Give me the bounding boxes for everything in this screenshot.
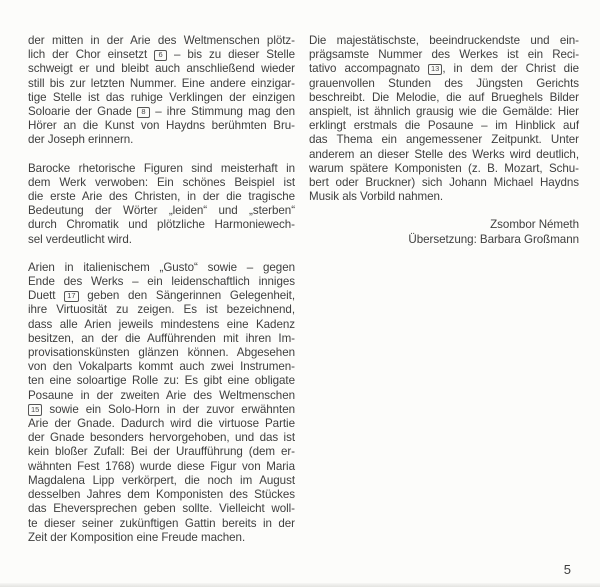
track-number-ref: 15 [28, 404, 42, 416]
scan-edge-shadow [0, 583, 600, 587]
track-number-ref: 6 [154, 50, 167, 62]
text-line: sel verdeutlicht wird. [28, 232, 132, 246]
text-line: kein bloßer Zufall: Bei der Uraufführung (dem er- [28, 445, 295, 459]
text-line: provisationskünsten glänzen können. Abgesehen [28, 346, 295, 360]
text-line: Bedeutung der Wörter „leiden“ und „sterben“ [28, 204, 295, 218]
text-line: schweigt er und bleibt auch anschließend wieder [28, 62, 295, 76]
text-line: lich der Chor einsetzt 6 – bis zu dieser Stelle [28, 48, 295, 62]
text-line: der mitten in der Arie des Weltmenschen plötz- [28, 34, 295, 47]
text-line: prägsamste Nummer des Werkes ist ein Reci- [309, 48, 579, 62]
text-line: dem Werk verwoben: Ein schönes Beispiel ist [28, 175, 295, 189]
text-line: Die majestätischste, beeindruckendste und ein- [309, 34, 579, 47]
text-line: desselben Jahres dem Komponisten des Stückes [28, 488, 295, 502]
text-line: die erste Arie des Christen, in der die tragische [28, 190, 295, 204]
text-line: 15 sowie ein Solo-Horn in der zuvor erwähnten [28, 403, 295, 417]
signature-line: Zsombor Németh [490, 218, 579, 232]
text-line: durch Chromatik und plötzliche Harmoniewech- [28, 218, 295, 232]
text-line: der Gnade besonders hervorgehoben, und das ist [28, 431, 295, 445]
text-line: Duett 17 geben den Sängerinnen Gelegenheit, [28, 289, 296, 303]
text-line: tativo accompagnato 13 , in dem der Christ die [309, 62, 579, 76]
text-line: Barocke rhetorische Figuren sind meisterhaft in [28, 161, 295, 175]
text-paragraph [309, 34, 579, 204]
text-line: grauenvollen Stunden des Jüngsten Gerichts [309, 76, 579, 90]
track-number-ref: 17 [64, 291, 78, 303]
text-line: te dieser seiner zukünftigen Gattin bereits in der [28, 516, 295, 530]
text-line: erklingt erstmals die Posaune – im Hinblick auf [309, 119, 579, 133]
text-line: anspielt, ist ähnlich grausig wie die Gemälde: Hier [309, 105, 579, 119]
track-number-ref: 8 [137, 107, 150, 119]
text-line: still bis zur letzten Nummer. Eine andere einzigar- [28, 76, 295, 90]
text-line: Musik als Vorbild nahmen. [309, 190, 444, 204]
text-line: Soloarie der Gnade 8 – ihre Stimmung mag den [28, 105, 295, 119]
signature-line: Übersetzung: Barbara Großmann [408, 232, 579, 246]
text-paragraph [28, 162, 295, 247]
text-line: der Joseph erinnern. [28, 133, 134, 147]
text-line: dass alle Arien jeweils mindestens eine Kadenz [28, 317, 295, 331]
text-line: anderem an dieser Stelle des Werks wird deutlich, [309, 147, 579, 161]
page-number: 5 [563, 562, 571, 577]
text-line: das Eheversprechen geben sollte. Vielleicht woll- [28, 502, 295, 516]
text-line: Zeit der Komposition eine Freude machen. [28, 530, 246, 544]
text-line: von den Vokalparts kommt auch zwei Instrumen- [28, 360, 295, 374]
text-line: Hörer an die Kunst von Haydns berühmten Bru- [28, 119, 295, 133]
text-paragraph [28, 261, 295, 545]
text-line: bert oder Bruckner) sich Johann Michael Haydns [309, 176, 579, 190]
right-column [309, 34, 579, 559]
signature-block [309, 218, 579, 246]
text-line: tige Stelle ist das ruhige Verklingen der einzigen [28, 90, 295, 104]
text-line: beschreibt. Die Melodie, die auf Brueghels Bilder [309, 90, 579, 104]
text-line: Arien in italienischem „Gusto“ sowie – gegen [28, 260, 295, 274]
text-line: besitzen, an der die Aufführenden mit ihren Im- [28, 331, 295, 345]
text-line: das Thema ein angemessener Zeitpunkt. Unter [309, 133, 579, 147]
left-column [28, 34, 295, 559]
text-line: Arie der Gnade. Dadurch wird die virtuose Partie [28, 417, 295, 431]
text-line: Posaune in der zweiten Arie des Weltmenschen [28, 388, 295, 402]
track-number-ref: 13 [428, 64, 442, 76]
text-line: Ende des Werks – ein leidenschaftlich inniges [28, 275, 295, 289]
text-line: warum spätere Komponisten (z. B. Mozart, Schu- [309, 161, 579, 175]
text-line: Magdalena Lipp verkörpert, die noch im August [28, 473, 295, 487]
text-line: wähnten Fest 1768) wurde diese Figur von Maria [28, 459, 295, 473]
text-line: ten eine soloartige Rolle zu: Es gibt eine obligate [28, 374, 295, 388]
text-paragraph [28, 34, 295, 148]
text-line: ihre Virtuosität zu zeigen. Es ist bezeichnend, [28, 303, 295, 317]
